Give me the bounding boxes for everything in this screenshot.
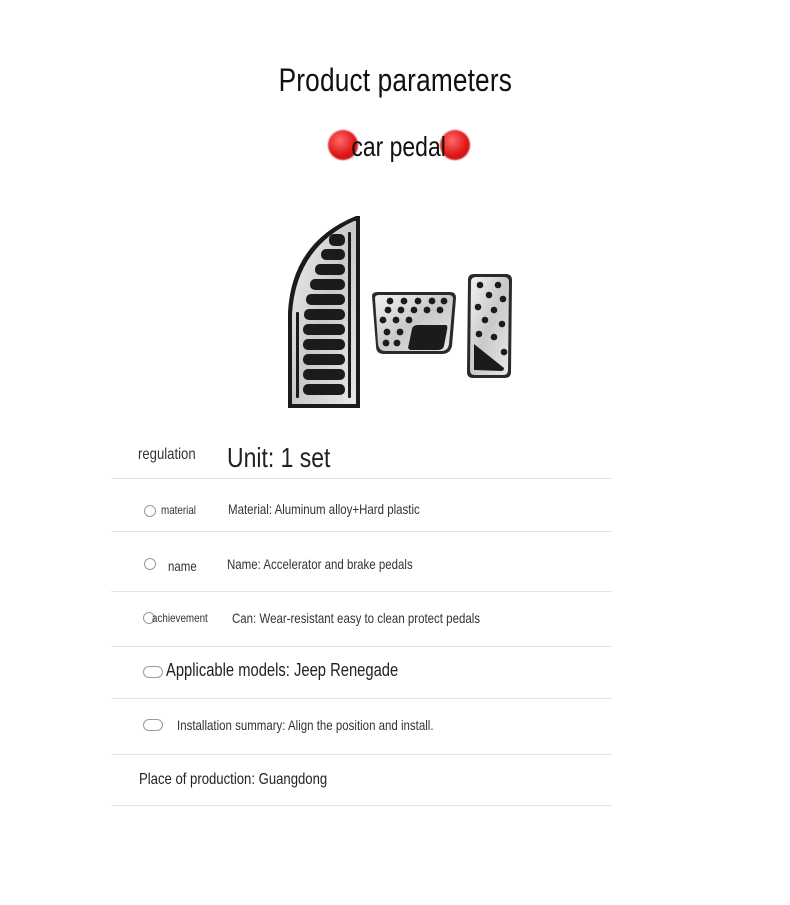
- param-row-achievement: [111, 592, 612, 647]
- param-value: Can: Wear-resistant easy to clean protect pedals: [232, 610, 481, 626]
- badge-label: car pedal: [351, 131, 447, 162]
- param-row-production: [111, 755, 612, 806]
- param-row-regulation: [111, 432, 612, 479]
- param-key: achievement: [152, 611, 208, 625]
- param-row-models: [111, 647, 612, 699]
- param-value: Unit: 1 set: [227, 442, 331, 473]
- param-value: Installation summary: Align the position and install.: [177, 717, 434, 733]
- param-value: Material: Aluminum alloy+Hard plastic: [228, 501, 420, 517]
- toggle-icon: [143, 666, 163, 678]
- car-pedal-set-image: [282, 212, 518, 414]
- product-badge: [327, 126, 471, 164]
- radio-icon: [144, 505, 156, 517]
- param-row-material: [111, 479, 612, 532]
- toggle-icon: [143, 719, 163, 731]
- radio-icon: [144, 558, 156, 570]
- param-key: name: [168, 558, 197, 574]
- param-value: Name: Accelerator and brake pedals: [227, 556, 413, 572]
- param-value: Applicable models: Jeep Renegade: [166, 660, 399, 680]
- page-title: Product parameters: [278, 62, 512, 98]
- param-row-installation: [111, 699, 612, 755]
- param-value: Place of production: Guangdong: [139, 771, 328, 788]
- param-key: material: [161, 503, 197, 517]
- param-row-name: [111, 532, 612, 592]
- param-key: regulation: [138, 446, 196, 463]
